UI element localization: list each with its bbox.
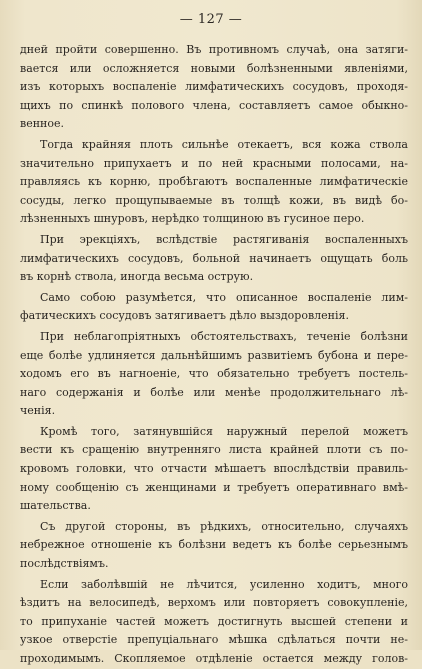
text-line: изъ которыхъ воспаленiе лимфатическихъ сосудовъ, проходя- <box>20 80 408 94</box>
page-number: — 127 — <box>179 12 243 27</box>
text-line: еще болѣе удлиняется дальнѣйшимъ развитiемъ бубона и пере- <box>20 348 408 362</box>
text-line: ному сообщенiю съ женщинами и требуетъ оперативнаго вмѣ- <box>20 480 408 494</box>
text-line: дней пройти совершенно. Въ противномъ случаѣ, она затяги- <box>20 43 408 56</box>
text-line: лимфатическихъ сосудовъ, больной начинаетъ ощущать боль <box>20 251 408 265</box>
text-line: венное. <box>20 117 64 131</box>
text-line: ходомъ его въ нагноенiе, что обязательно требуетъ постель- <box>20 367 408 381</box>
text-line: лѣзненныхъ шнуровъ, нерѣдко толщиною въ гусиное перо. <box>20 212 365 226</box>
text-line: фатическихъ сосудовъ затягиваетъ дѣло выздоровленiя. <box>20 309 349 323</box>
paragraph <box>20 289 408 326</box>
text-line: сосуды, легко прощупываемые въ толщѣ кожи, въ видѣ бо- <box>20 193 408 207</box>
text-line: небрежное отношенiе къ болѣзни ведетъ къ болѣе серьезнымъ <box>20 538 408 552</box>
text-line: наго содержанiя и болѣе или менѣе продолжительнаго лѣ- <box>20 385 408 399</box>
text-line: Съ другой стороны, въ рѣдкихъ, относительно, случаяхъ <box>40 519 408 533</box>
text-line: проходимымъ. Скопляемое отдѣленiе остается между голов- <box>20 652 408 665</box>
paragraph <box>20 518 408 574</box>
text-line: Тогда крайняя плоть сильнѣе отекаетъ, вся кожа ствола <box>40 137 408 151</box>
text-line: то припуханiе частей можетъ достигнуть высшей степени и <box>20 614 408 628</box>
text-line: Кромѣ того, затянувшiйся наружный перелой можетъ <box>40 424 408 438</box>
text-line: щихъ по спинкѣ полового члена, составляетъ самое обыкно- <box>20 98 408 112</box>
paragraph <box>20 231 408 287</box>
text-line: правляясь къ корню, пробѣгаютъ воспаленные лимфатическiе <box>20 175 408 189</box>
paragraph <box>20 41 408 134</box>
text-line: послѣдствiямъ. <box>20 557 109 571</box>
text-line: При неблагопрiятныхъ обстоятельствахъ, теченiе болѣзни <box>40 329 408 343</box>
text-line: ченiя. <box>20 404 56 418</box>
paragraph <box>20 576 408 669</box>
text-line: въ корнѣ ствола, иногда весьма острую. <box>20 270 254 284</box>
text-line: шательства. <box>20 499 91 513</box>
paragraph <box>20 423 408 516</box>
text-line: Если заболѣвшiй не лѣчится, усиленно ходитъ, много <box>40 577 408 591</box>
text-line: ѣздитъ на велосипедѣ, верхомъ или повторяетъ совокупленiе, <box>20 596 408 610</box>
paragraph <box>20 328 408 421</box>
text-line: вается или осложняется новыми болѣзненными явленiями, <box>20 61 408 75</box>
text-line: узкое отверстiе препуцiальнаго мѣшка сдѣлаться почти не- <box>20 633 408 647</box>
body-text <box>20 41 408 669</box>
text-line: вести къ сращенiю внутренняго листа крайней плоти съ по- <box>20 443 408 457</box>
paragraph <box>20 136 408 229</box>
text-line: Само собою разумѣется, что описанное воспаленiе лим- <box>40 290 408 304</box>
text-line: кровомъ головки, что отчасти мѣшаетъ впослѣдствiи правиль- <box>20 462 408 476</box>
text-line: значительно припухаетъ и по ней красными полосами, на- <box>20 156 408 170</box>
text-line: При эрекцiяхъ, вслѣдствiе растягиванiя воспаленныхъ <box>40 232 408 246</box>
